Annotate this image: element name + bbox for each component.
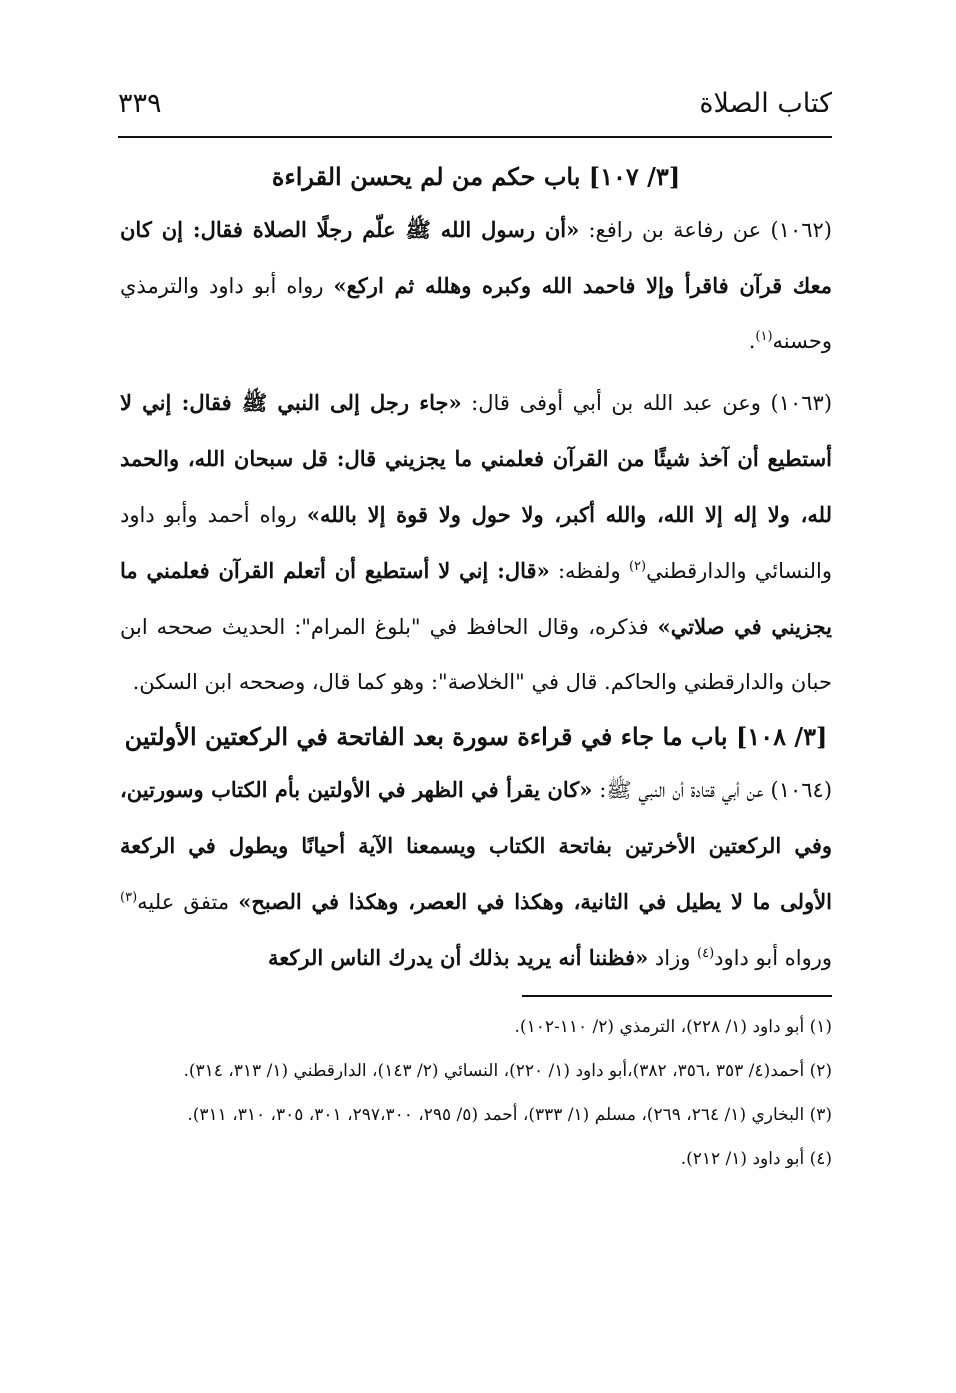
hadith-text: «أن رسول الله ﷺ علّم رجلًا الصلاة فقال: إن كان معك قرآن فاقرأ وإلا فاحمد الله وكبره وهلله ثم اركع»	[120, 217, 832, 298]
chapter-heading-107: [٣/ ١٠٧] باب حكم من لم يحسن القراءة	[271, 162, 681, 191]
main-text	[120, 150, 832, 986]
hadith-text: «جاء رجل إلى النبي ﷺ فقال: إني لا أستطيع أن آخذ شيئًا من القرآن فعلمني ما يجزيني قال: قل سبحان الله، والحمد لله، ولا إله إلا الله، والله أكبر، ولا حول ولا قوة إلا بالله»	[120, 390, 832, 527]
hadith-source-2: ورواه أبو داود	[714, 946, 832, 970]
hadith-commentary: فذكره، وقال الحافظ في "بلوغ المرام": الحديث صححه ابن حبان والدارقطني والحاكم. قال في "الخلاصة": وهو كما قال، وصححه ابن السكن.	[120, 615, 832, 694]
footnote-rule	[522, 995, 832, 997]
footnote-ref[interactable]: (٤)	[697, 946, 715, 961]
header-rule	[118, 136, 832, 138]
hadith-number: (١٠٦٣)	[770, 391, 833, 415]
footnote-2: (٢) أحمد(٤/ ٣٥٣ ،٣٥٦، ٣٨٢)،أبو داود (١/ ٢٢٠)، النسائي (٢/ ١٤٣)، الدارقطني (١/ ٣١٣، ٣١٤).	[183, 1061, 832, 1081]
hadith-addition-intro: وزاد	[648, 946, 698, 970]
hadith-1064	[120, 762, 832, 986]
hadith-source: متفق عليه	[137, 890, 239, 914]
footnote-3: (٣) البخاري (١/ ٢٦٤، ٢٦٩)، مسلم (١/ ٣٣٣)، أحمد (٥/ ٢٩٥، ٢٩٧،٣٠٠، ٣٠١، ٣٠٥، ٣١٠، ٣١١).	[187, 1105, 832, 1125]
footnote-ref[interactable]: (٢)	[628, 559, 647, 574]
footnote-ref[interactable]: (٣)	[120, 890, 138, 905]
sentence-end: .	[748, 329, 756, 353]
hadith-variant-text: «قال: إني لا أستطيع أن أتعلم القرآن فعلمني ما يجزيني في صلاتي»	[120, 558, 832, 639]
footnote-ref[interactable]: (١)	[755, 329, 773, 344]
footnote-4: (٤) أبو داود (١/ ٢١٢).	[680, 1149, 832, 1169]
running-title: كتاب الصلاة	[699, 88, 832, 119]
chapter-heading-108: [٣/ ١٠٨] باب ما جاء في قراءة سورة بعد الفاتحة في الركعتين الأولتين	[124, 722, 828, 751]
hadith-source: رواه أحمد وأبو داود والنسائي والدارقطني	[120, 503, 832, 583]
hadith-intro: عن رفاعة بن رافع:	[579, 218, 771, 242]
hadith-1063	[120, 375, 832, 710]
hadith-intro: وعن عبد الله بن أبي أوفى قال:	[461, 391, 771, 415]
footnote-1: (١) أبو داود (١/ ٢٢٨)، الترمذي (٢/ ١١٠-١٠٢).	[514, 1017, 832, 1037]
hadith-intro: عن أبي قتادة أن النبي ﷺ:	[592, 778, 771, 802]
hadith-1062	[120, 202, 832, 369]
page-number: ٣٣٩	[118, 88, 162, 119]
hadith-text: «كان يقرأ في الظهر في الأولتين بأم الكتاب وسورتين، وفي الركعتين الأخرتين بفاتحة الكتاب ويسمعنا الآية أحيانًا ويطول في الركعة الأولى ما لا يطيل في الثانية، وهكذا في العصر، وهكذا في الصبح»	[120, 777, 833, 914]
hadith-number: (١٠٦٢)	[770, 218, 832, 242]
hadith-source: رواه أبو داود والترمذي وحسنه	[120, 274, 832, 353]
page-header	[118, 84, 832, 130]
hadith-addition-text: «فظننا أنه يريد بذلك أن يدرك الناس الركعة	[267, 945, 649, 970]
hadith-variant-intro: ولفظه:	[549, 559, 629, 583]
hadith-number: (١٠٦٤)	[770, 778, 833, 802]
footnotes	[120, 1008, 832, 1184]
